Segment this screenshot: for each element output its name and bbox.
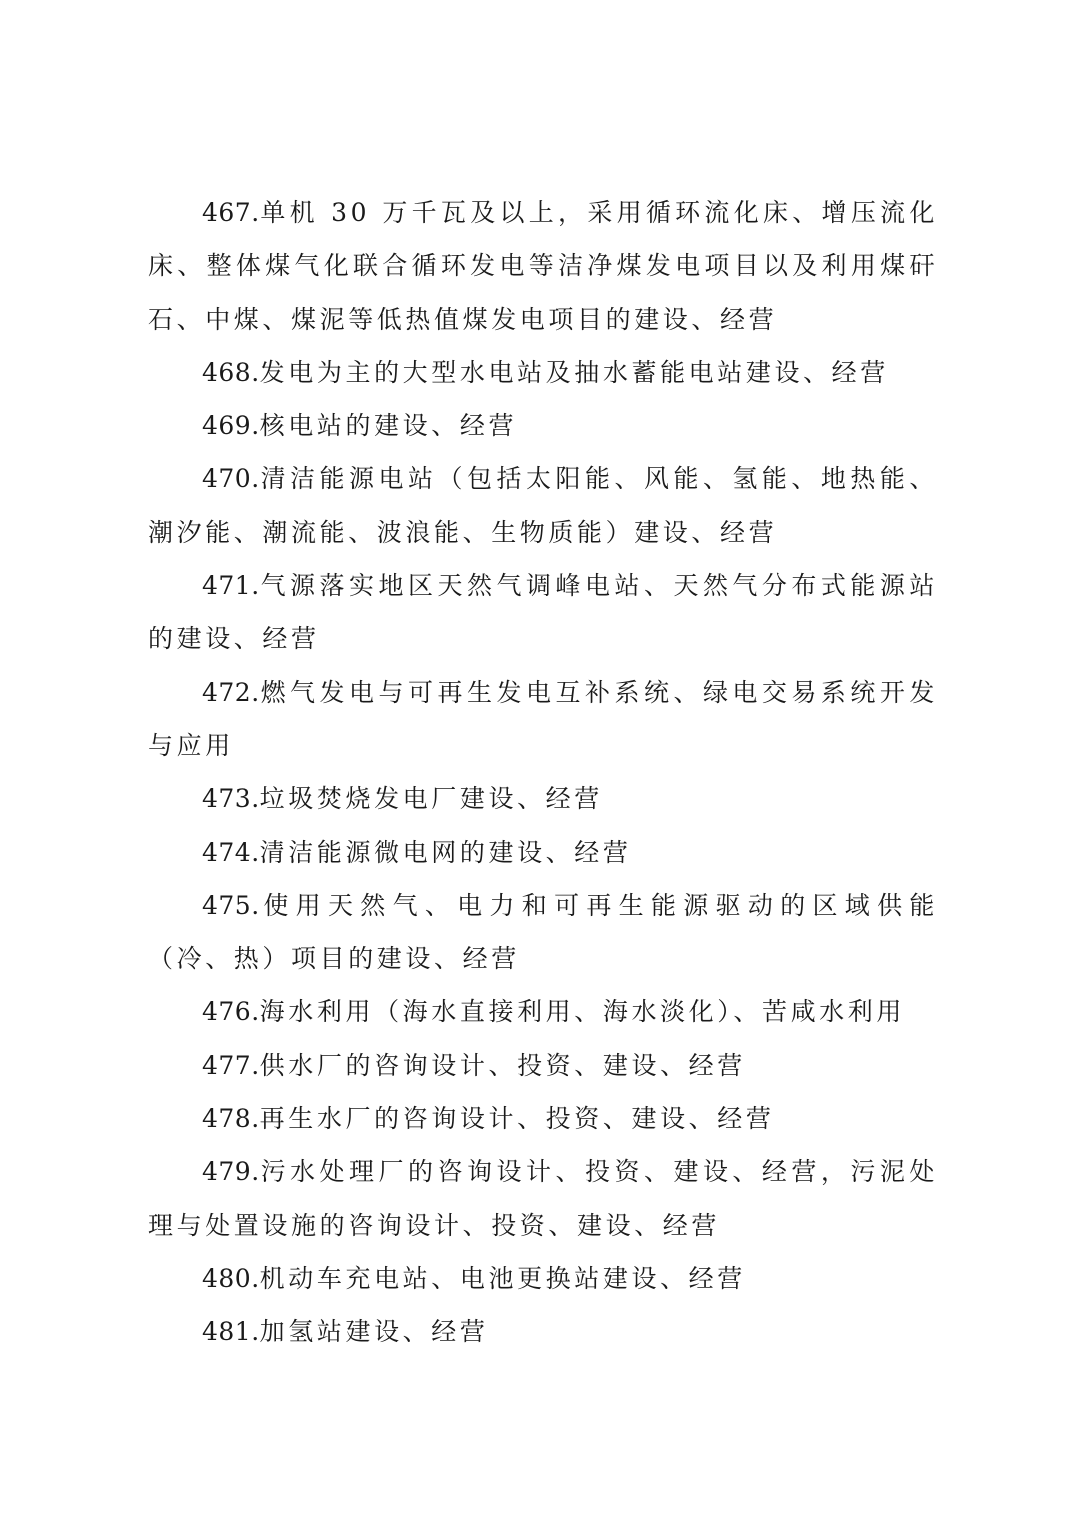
item-number: 469. <box>202 411 260 441</box>
item-number: 480. <box>202 1263 260 1293</box>
item-number: 473. <box>202 784 260 814</box>
item-number: 470. <box>202 464 260 494</box>
item-text: 供水厂的咨询设计、投资、建设、经营 <box>259 1050 746 1080</box>
item-text: 机动车充电站、电池更换站建设、经营 <box>259 1263 746 1293</box>
item-text: 使用天然气、电力和可再生能源驱动的区域供能（冷、热）项目的建设、经营 <box>148 890 938 974</box>
list-item <box>148 1039 938 1092</box>
item-number: 479. <box>202 1157 260 1187</box>
list-item <box>148 879 938 986</box>
item-number: 481. <box>202 1317 260 1347</box>
list-item <box>148 666 938 773</box>
list-item <box>148 452 938 559</box>
item-text: 污水处理厂的咨询设计、投资、建设、经营，污泥处理与处置设施的咨询设计、投资、建设、经营 <box>148 1157 938 1240</box>
item-text: 单机 30 万千瓦及以上，采用循环流化床、增压流化床、整体煤气化联合循环发电等洁净煤发电项目以及利用煤矸石、中煤、煤泥等低热值煤发电项目的建设、经营 <box>148 198 938 334</box>
item-number: 474. <box>202 837 260 867</box>
item-text: 燃气发电与可再生发电互补系统、绿电交易系统开发与应用 <box>148 677 938 760</box>
item-text: 发电为主的大型水电站及抽水蓄能电站建设、经营 <box>259 357 889 387</box>
list-item <box>148 346 938 399</box>
list-item <box>148 186 938 346</box>
list-item <box>148 399 938 452</box>
list-item <box>148 559 938 666</box>
list-item <box>148 1305 938 1358</box>
item-text: 海水利用（海水直接利用、海水淡化）、苦咸水利用 <box>259 997 905 1027</box>
item-number: 472. <box>202 677 260 707</box>
list-item <box>148 985 938 1038</box>
item-number: 471. <box>202 571 260 601</box>
item-text: 气源落实地区天然气调峰电站、天然气分布式能源站的建设、经营 <box>148 571 938 654</box>
item-number: 475. <box>202 890 260 920</box>
item-text: 垃圾焚烧发电厂建设、经营 <box>259 784 603 814</box>
document-body <box>148 186 938 1359</box>
list-item <box>148 826 938 879</box>
item-number: 476. <box>202 997 260 1027</box>
item-text: 再生水厂的咨询设计、投资、建设、经营 <box>259 1104 775 1134</box>
item-text: 核电站的建设、经营 <box>259 411 518 441</box>
list-item <box>148 772 938 825</box>
item-number: 468. <box>202 357 260 387</box>
item-text: 加氢站建设、经营 <box>259 1317 489 1347</box>
item-text: 清洁能源电站（包括太阳能、风能、氢能、地热能、潮汐能、潮流能、波浪能、生物质能）建设、经营 <box>148 464 938 547</box>
item-number: 477. <box>202 1050 260 1080</box>
list-item <box>148 1145 938 1252</box>
list-item <box>148 1092 938 1145</box>
item-number: 478. <box>202 1104 260 1134</box>
item-number: 467. <box>202 198 260 227</box>
item-text: 清洁能源微电网的建设、经营 <box>259 837 632 867</box>
list-item <box>148 1252 938 1305</box>
